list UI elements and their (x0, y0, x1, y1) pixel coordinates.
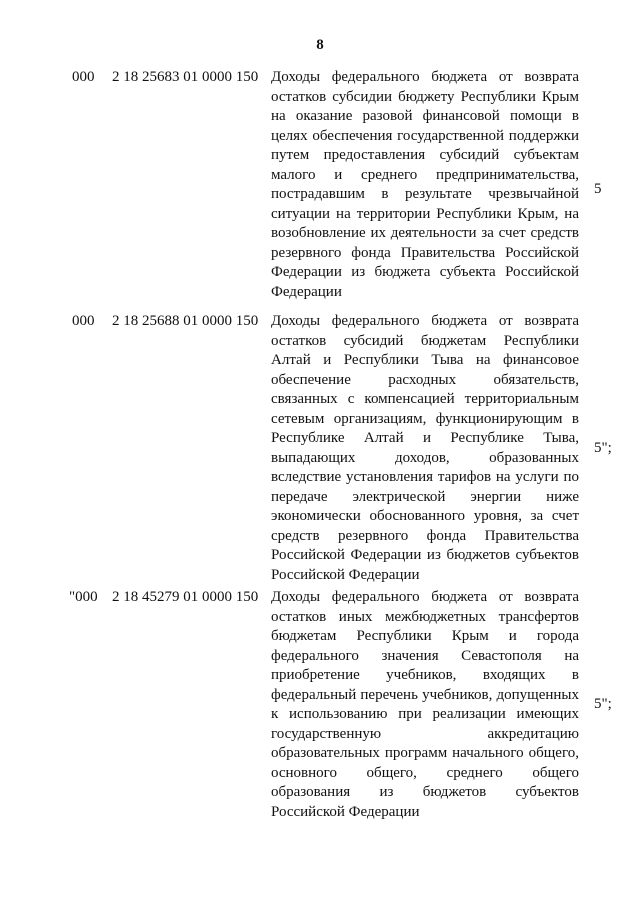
description-line: Республике Алтай и Республике Тыва, (271, 430, 579, 446)
description-line: выпадающих доходов, образованных (271, 449, 579, 466)
table-row (0, 312, 640, 588)
description-line: государственную аккредитацию (271, 725, 579, 742)
table-row (0, 588, 640, 828)
description-line: связанных с компенсацией территориальным (271, 391, 579, 407)
page-number: 8 (316, 37, 324, 53)
description-line: Доходы федерального бюджета от возврата (271, 69, 579, 85)
description-line: путем предоставления субсидий субъектам (271, 147, 579, 163)
description-line: федерального значения Севастополя на (271, 647, 579, 664)
description-line: Алтай и Республики Тыва на финансовое (271, 352, 579, 368)
description-line: остатков иных межбюджетных трансфертов (271, 608, 579, 625)
description-line: Федерации из бюджета субъекта Российской (271, 264, 579, 280)
description-line: средств резервного фонда Правительства (271, 527, 579, 544)
description-line: на оказание разовой финансовой помощи в (271, 108, 579, 124)
description-line: остатков субсидии бюджету Республики Крым (271, 88, 579, 105)
admin-code: "000 (69, 589, 98, 605)
description-line: резервного фонда Правительства Российской (271, 244, 579, 261)
description-line: экономически обоснованного уровня, за счет (271, 508, 579, 524)
description-line: к использованию при реализации имеющих (271, 706, 579, 722)
description-line: бюджетам Республики Крым и города (271, 628, 579, 644)
kbk-code: 2 18 25683 01 0000 150 (112, 69, 259, 85)
description-line: Доходы федерального бюджета от возврата (271, 589, 579, 605)
row-description (271, 588, 579, 822)
description-line: Российской Федерации (271, 803, 420, 820)
table-row (0, 68, 640, 308)
description-line: образования из бюджетов субъектов (271, 784, 579, 800)
description-line: образовательных программ начального общего, (271, 745, 579, 761)
description-line: целях обеспечения государственной поддержки (271, 127, 579, 144)
description-line: обеспечение расходных обязательств, (271, 371, 579, 388)
description-line: сетевым организациям, функционирующим в (271, 410, 579, 427)
description-line: возобновление их деятельности за счет средств (271, 225, 579, 241)
kbk-code: 2 18 45279 01 0000 150 (112, 589, 259, 605)
admin-code: 000 (72, 69, 95, 85)
description-line: малого и среднего предпринимательства, (271, 166, 579, 183)
description-line: Российской Федерации (271, 566, 420, 583)
description-line: остатков субсидий бюджетам Республики (271, 332, 579, 349)
description-line: федеральный перечень учебников, допущенных (271, 686, 579, 703)
description-line: Федерации (271, 283, 342, 300)
row-description (271, 68, 579, 302)
kbk-code: 2 18 25688 01 0000 150 (112, 313, 259, 329)
description-line: основного общего, среднего общего (271, 764, 579, 781)
amount-value: 5"; (594, 440, 612, 456)
description-line: Доходы федерального бюджета от возврата (271, 313, 579, 329)
amount-value: 5"; (594, 696, 612, 712)
admin-code: 000 (72, 313, 95, 329)
description-line: приобретение учебников, входящих в (271, 667, 579, 683)
amount-value: 5 (594, 181, 602, 197)
description-line: вследствие установления тарифов на услуги по (271, 469, 579, 485)
row-description (271, 312, 579, 585)
description-line: передаче электрической энергии ниже (271, 488, 579, 505)
description-line: Российской Федерации из бюджетов субъектов (271, 547, 579, 563)
description-line: ситуации на территории Республики Крым, на (271, 205, 579, 222)
description-line: пострадавшим в результате чрезвычайной (271, 186, 579, 202)
